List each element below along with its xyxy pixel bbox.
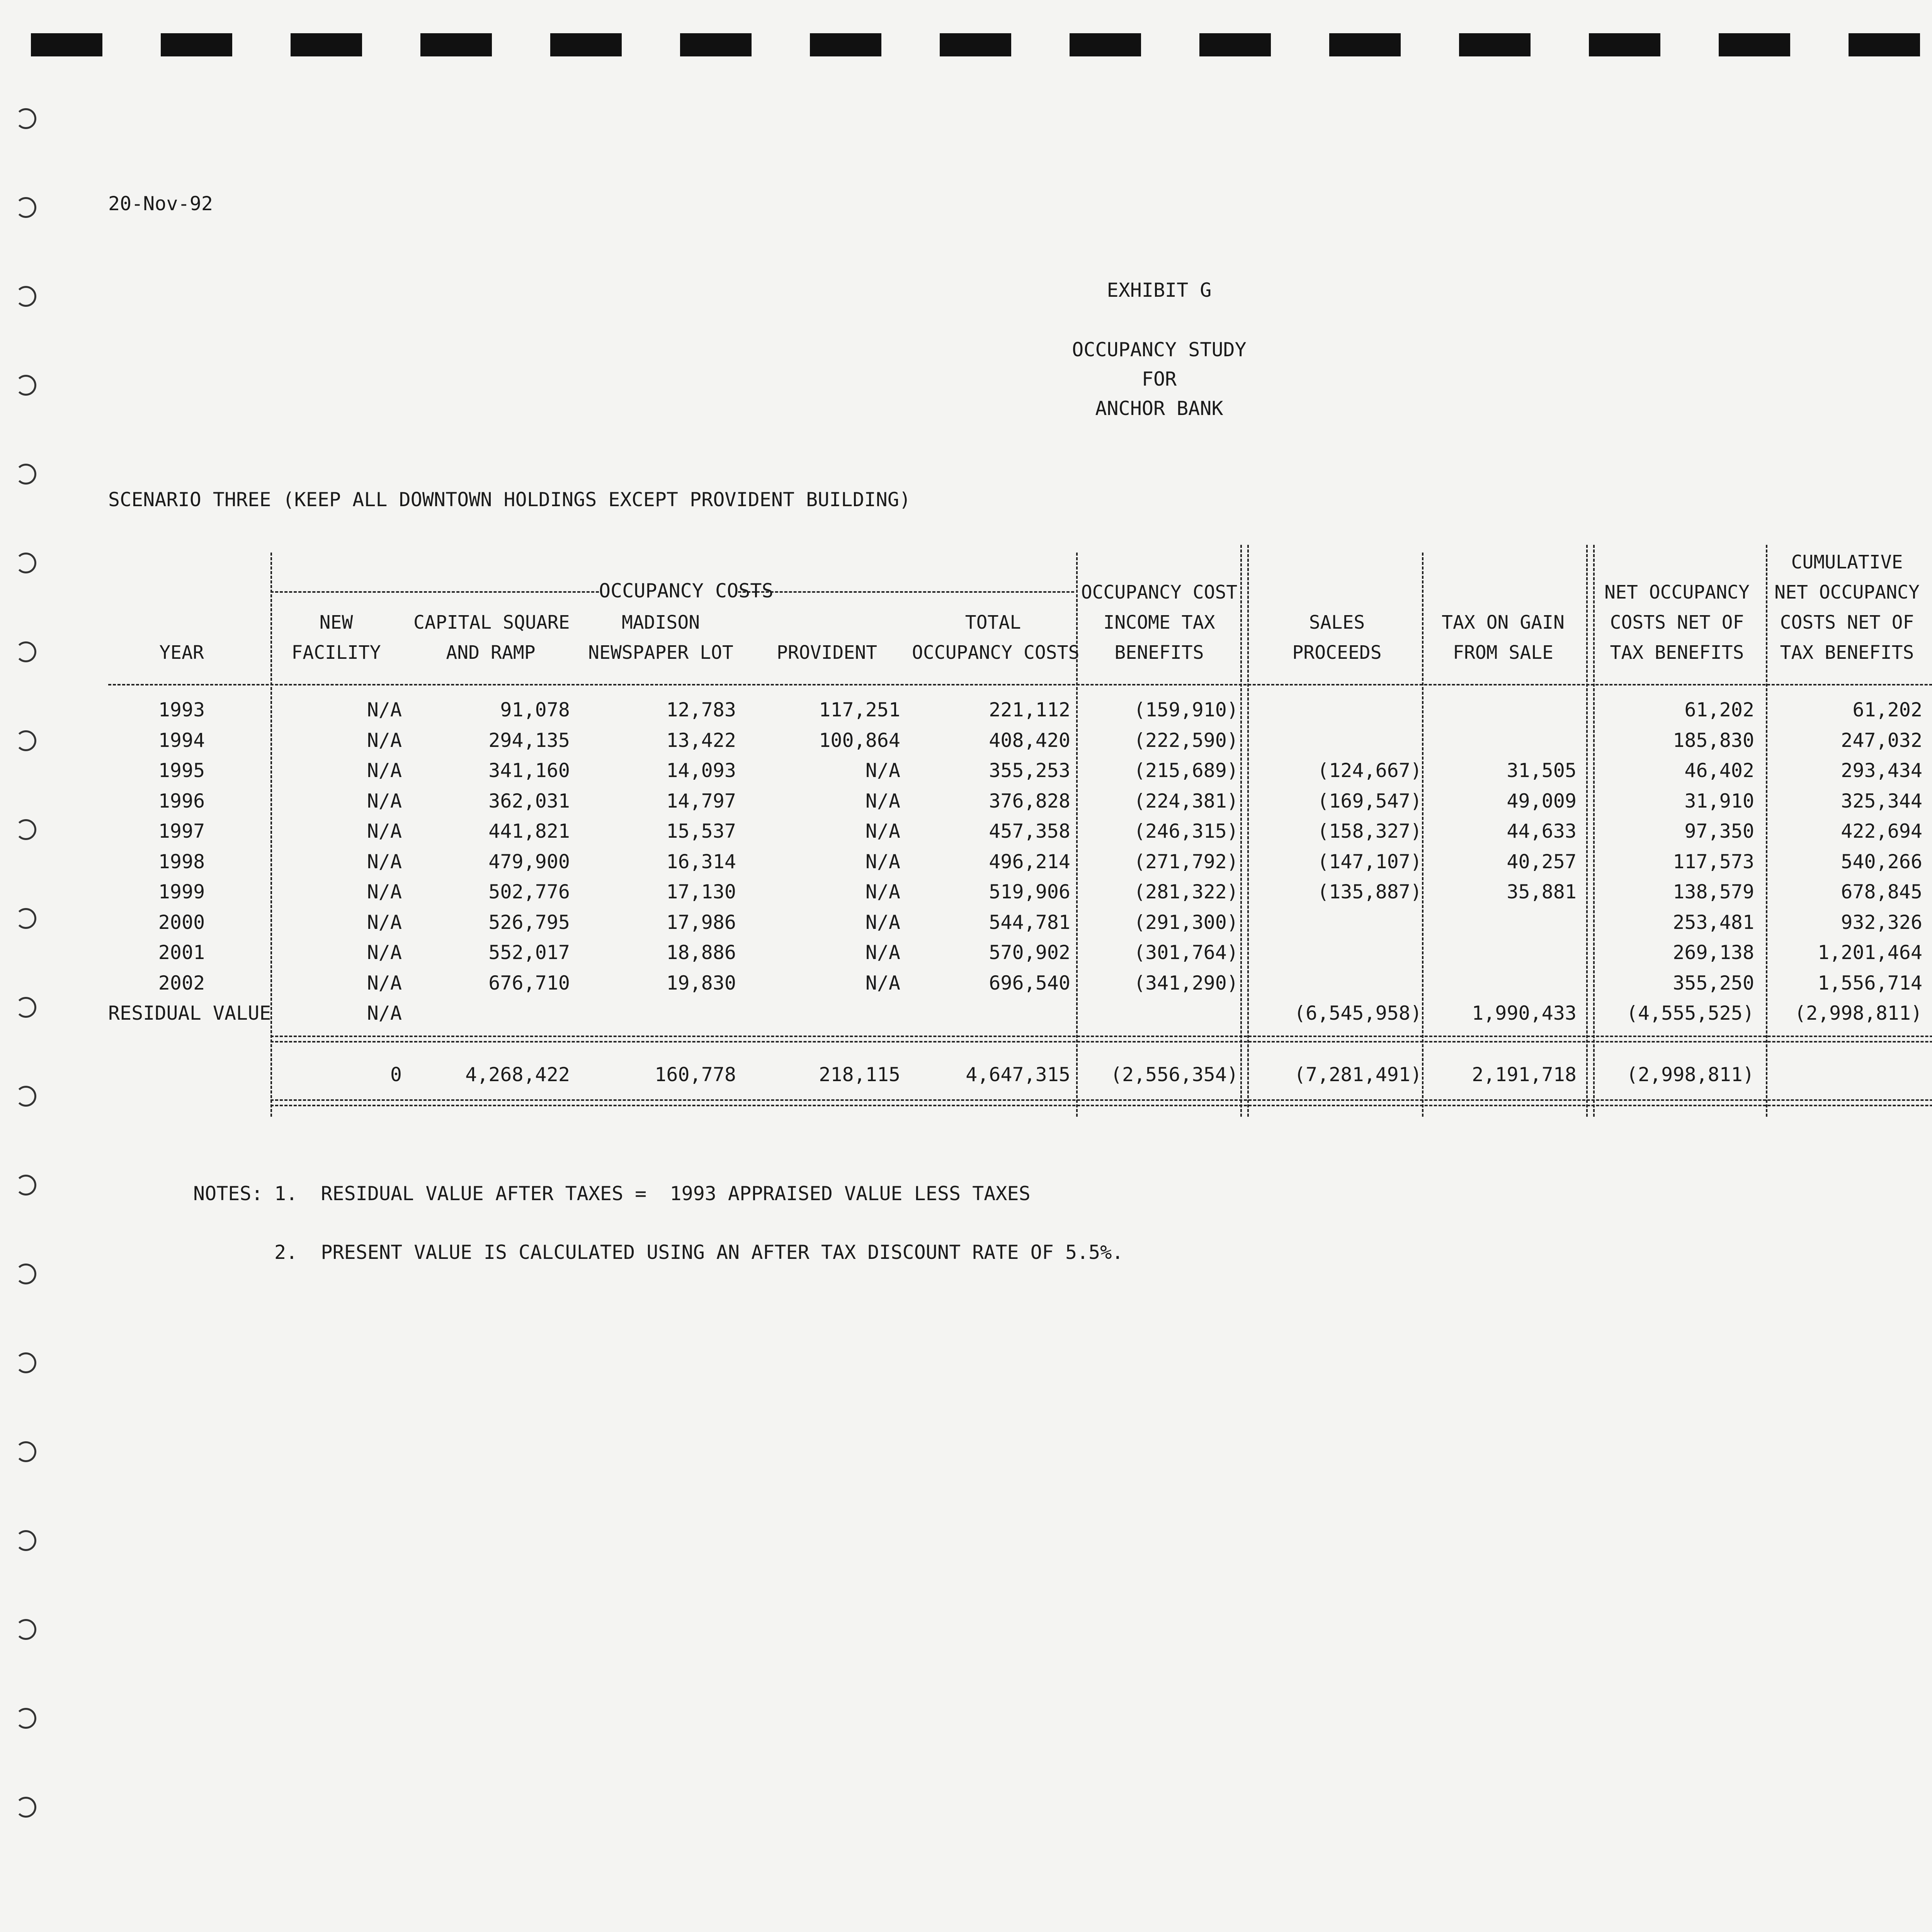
binder-ring-icon	[15, 464, 36, 485]
cell-year: RESIDUAL VALUE	[108, 1002, 271, 1024]
cell-sales: (169,547)	[1317, 789, 1422, 812]
header-net-occupancy: NET OCCUPANCY COSTS NET OF TAX BENEFITS	[1604, 582, 1750, 663]
cell-total: 355,253	[989, 759, 1070, 782]
binder-ring-icon	[15, 375, 36, 396]
cell-net-occupancy: 61,202	[1684, 699, 1754, 721]
cell-net-occupancy: 138,579	[1673, 881, 1754, 903]
cell-sales: (135,887)	[1317, 881, 1422, 903]
cell-tax-benefits: (281,322)	[1134, 881, 1238, 903]
cell-cumulative-net: 61,202	[1852, 699, 1922, 721]
scenario-caption: SCENARIO THREE (KEEP ALL DOWNTOWN HOLDINGS EXCEPT PROVIDENT BUILDING)	[108, 488, 911, 511]
subtotal-rule	[270, 1036, 1932, 1043]
cell-total: 376,828	[989, 789, 1070, 812]
cell-tax-on-gain: 44,633	[1507, 820, 1577, 842]
cell-sales: (6,545,958)	[1294, 1002, 1422, 1024]
cell-tax-on-gain: 1,990,433	[1472, 1002, 1577, 1024]
cell-net-occupancy: (4,555,525)	[1626, 1002, 1754, 1024]
perforation-hole	[1199, 33, 1271, 56]
cell-provident: N/A	[865, 911, 900, 934]
cell-cumulative-net: 325,344	[1841, 789, 1922, 812]
cell-provident: 117,251	[819, 699, 900, 721]
cell-madison: 17,130	[666, 881, 736, 903]
cell-total: 519,906	[989, 881, 1070, 903]
cell-capital-square: 91,078	[500, 699, 570, 721]
cell-provident: N/A	[865, 820, 900, 842]
cell-capital-square: 526,795	[488, 911, 570, 934]
cell-capital-square: 341,160	[488, 759, 570, 782]
cell-tax-benefits: (246,315)	[1134, 820, 1238, 842]
binder-ring-icon	[15, 1175, 36, 1196]
binder-ring-icon	[15, 553, 36, 573]
total-total: 4,647,315	[966, 1063, 1070, 1086]
total-provident: 218,115	[819, 1063, 900, 1086]
header-provident: PROVIDENT	[776, 642, 878, 663]
cell-cumulative-net: 1,201,464	[1818, 941, 1922, 964]
binder-ring-icon	[15, 286, 36, 307]
column-separator-double	[1586, 545, 1595, 1117]
perforation-hole	[940, 33, 1011, 56]
cell-net-occupancy: 253,481	[1673, 911, 1754, 934]
cell-net-occupancy: 31,910	[1684, 789, 1754, 812]
binder-ring-icon	[15, 730, 36, 751]
perforation-hole	[161, 33, 232, 56]
note-2: 2. PRESENT VALUE IS CALCULATED USING AN AFTER TAX DISCOUNT RATE OF 5.5%.	[274, 1241, 1124, 1264]
cell-cumulative-net: 293,434	[1841, 759, 1922, 782]
cell-tax-benefits: (224,381)	[1134, 789, 1238, 812]
binder-ring-icon	[15, 1086, 36, 1107]
cell-net-occupancy: 46,402	[1684, 759, 1754, 782]
perforation-hole	[1070, 33, 1141, 56]
cell-net-occupancy: 97,350	[1684, 820, 1754, 842]
cell-net-occupancy: 355,250	[1673, 971, 1754, 994]
column-separator	[1766, 545, 1767, 1117]
cell-new-facility: N/A	[367, 699, 402, 721]
cell-madison: 12,783	[666, 699, 736, 721]
cell-capital-square: 441,821	[488, 820, 570, 842]
cell-year: 2002	[158, 971, 205, 994]
notes-label: NOTES:	[193, 1182, 263, 1205]
total-tax-benefits: (2,556,354)	[1110, 1063, 1238, 1086]
cell-tax-benefits: (291,300)	[1134, 911, 1238, 934]
perforation-hole	[1459, 33, 1531, 56]
binder-ring-icon	[15, 1530, 36, 1551]
cell-madison: 14,797	[666, 789, 736, 812]
header-cumulative-net: CUMULATIVE NET OCCUPANCY COSTS NET OF TAX BENEFITS	[1774, 551, 1920, 663]
cell-sales: (158,327)	[1317, 820, 1422, 842]
cell-madison: 13,422	[666, 729, 736, 752]
cell-new-facility: N/A	[367, 1002, 402, 1024]
column-separator-double	[1240, 545, 1249, 1117]
total-madison: 160,778	[655, 1063, 736, 1086]
cell-net-occupancy: 269,138	[1673, 941, 1754, 964]
binder-ring-icon	[15, 908, 36, 929]
exhibit-label: EXHIBIT G	[1107, 279, 1212, 301]
binder-ring-icon	[15, 1441, 36, 1462]
cell-capital-square: 294,135	[488, 729, 570, 752]
cell-madison: 19,830	[666, 971, 736, 994]
header-new-facility: NEW FACILITY	[291, 612, 381, 663]
header-tax-benefits: OCCUPANCY COST INCOME TAX BENEFITS	[1081, 582, 1238, 663]
perforation-strip	[31, 33, 1932, 56]
binder-ring-icon	[15, 1708, 36, 1729]
cell-total: 221,112	[989, 699, 1070, 721]
cell-provident: N/A	[865, 881, 900, 903]
cell-year: 2001	[158, 941, 205, 964]
binder-ring-icon	[15, 1797, 36, 1818]
header-madison: MADISON NEWSPAPER LOT	[588, 612, 733, 663]
cell-tax-on-gain: 40,257	[1507, 850, 1577, 873]
note-1: 1. RESIDUAL VALUE AFTER TAXES = 1993 APPRAISED VALUE LESS TAXES	[274, 1182, 1031, 1205]
cell-tax-benefits: (271,792)	[1134, 850, 1238, 873]
binder-ring-icon	[15, 819, 36, 840]
cell-madison: 15,537	[666, 820, 736, 842]
cell-tax-benefits: (341,290)	[1134, 971, 1238, 994]
header-sales: SALES PROCEEDS	[1292, 612, 1382, 663]
cell-sales: (124,667)	[1317, 759, 1422, 782]
perforation-hole	[1849, 33, 1920, 56]
binder-ring-icon	[15, 1619, 36, 1640]
perforation-hole	[291, 33, 362, 56]
cell-tax-benefits: (301,764)	[1134, 941, 1238, 964]
cell-year: 2000	[158, 911, 205, 934]
binder-ring-icon	[15, 641, 36, 662]
header-rule	[108, 684, 1932, 685]
cell-provident: N/A	[865, 941, 900, 964]
cell-tax-on-gain: 31,505	[1507, 759, 1577, 782]
cell-new-facility: N/A	[367, 729, 402, 752]
header-total: TOTAL OCCUPANCY COSTS	[912, 612, 1080, 663]
cell-total: 544,781	[989, 911, 1070, 934]
cell-provident: N/A	[865, 759, 900, 782]
perforation-hole	[1589, 33, 1660, 56]
cell-year: 1994	[158, 729, 205, 752]
binder-ring-icon	[15, 197, 36, 218]
perforation-hole	[1329, 33, 1401, 56]
cell-new-facility: N/A	[367, 941, 402, 964]
perforation-hole	[680, 33, 752, 56]
cell-new-facility: N/A	[367, 789, 402, 812]
title-line-2: FOR	[1141, 368, 1177, 390]
perforation-hole	[31, 33, 102, 56]
report-date: 20-Nov-92	[108, 192, 213, 215]
group-rule-right	[738, 591, 1074, 593]
cell-madison: 17,986	[666, 911, 736, 934]
cell-new-facility: N/A	[367, 881, 402, 903]
column-separator	[270, 553, 272, 1117]
binder-ring-icon	[15, 1264, 36, 1284]
cell-madison: 18,886	[666, 941, 736, 964]
total-tax-on-gain: 2,191,718	[1472, 1063, 1577, 1086]
cell-cumulative-net: 422,694	[1841, 820, 1922, 842]
binder-ring-icon	[15, 1352, 36, 1373]
cell-year: 1997	[158, 820, 205, 842]
cell-capital-square: 676,710	[488, 971, 570, 994]
cell-total: 496,214	[989, 850, 1070, 873]
cell-year: 1995	[158, 759, 205, 782]
cell-madison: 16,314	[666, 850, 736, 873]
cell-net-occupancy: 185,830	[1673, 729, 1754, 752]
cell-new-facility: N/A	[367, 971, 402, 994]
perforation-hole	[550, 33, 622, 56]
cell-new-facility: N/A	[367, 759, 402, 782]
total-net-occupancy: (2,998,811)	[1626, 1063, 1754, 1086]
cell-tax-on-gain: 49,009	[1507, 789, 1577, 812]
cell-capital-square: 502,776	[488, 881, 570, 903]
header-year: YEAR	[159, 642, 204, 663]
total-capital-square: 4,268,422	[465, 1063, 570, 1086]
cell-total: 696,540	[989, 971, 1070, 994]
perforation-hole	[420, 33, 492, 56]
perforation-hole	[1719, 33, 1790, 56]
cell-cumulative-net: 1,556,714	[1818, 971, 1922, 994]
cell-provident: 100,864	[819, 729, 900, 752]
cell-tax-on-gain: 35,881	[1507, 881, 1577, 903]
cell-year: 1998	[158, 850, 205, 873]
cell-year: 1993	[158, 699, 205, 721]
cell-capital-square: 362,031	[488, 789, 570, 812]
cell-madison: 14,093	[666, 759, 736, 782]
cell-total: 570,902	[989, 941, 1070, 964]
group-rule-left	[270, 591, 599, 593]
total-sales: (7,281,491)	[1294, 1063, 1422, 1086]
binder-ring-icon	[15, 108, 36, 129]
cell-year: 1996	[158, 789, 205, 812]
cell-provident: N/A	[865, 971, 900, 994]
column-separator	[1076, 553, 1078, 1117]
cell-cumulative-net: (2,998,811)	[1794, 1002, 1922, 1024]
cell-tax-benefits: (159,910)	[1134, 699, 1238, 721]
cell-provident: N/A	[865, 789, 900, 812]
total-new-facility: 0	[390, 1063, 402, 1086]
cell-capital-square: 479,900	[488, 850, 570, 873]
cell-year: 1999	[158, 881, 205, 903]
cell-total: 457,358	[989, 820, 1070, 842]
title-line-3: ANCHOR BANK	[1095, 397, 1223, 420]
perforation-hole	[810, 33, 881, 56]
cell-tax-benefits: (222,590)	[1134, 729, 1238, 752]
cell-cumulative-net: 540,266	[1841, 850, 1922, 873]
cell-new-facility: N/A	[367, 911, 402, 934]
column-separator	[1422, 553, 1423, 1117]
binder-rings	[12, 108, 43, 1886]
cell-capital-square: 552,017	[488, 941, 570, 964]
cell-cumulative-net: 678,845	[1841, 881, 1922, 903]
cell-new-facility: N/A	[367, 820, 402, 842]
group-header: OCCUPANCY COSTS	[599, 580, 774, 602]
cell-cumulative-net: 932,326	[1841, 911, 1922, 934]
cell-provident: N/A	[865, 850, 900, 873]
cell-total: 408,420	[989, 729, 1070, 752]
cell-sales: (147,107)	[1317, 850, 1422, 873]
header-capital-square: CAPITAL SQUARE AND RAMP	[413, 612, 570, 663]
title-line-1: OCCUPANCY STUDY	[1072, 338, 1247, 361]
cell-new-facility: N/A	[367, 850, 402, 873]
cell-tax-benefits: (215,689)	[1134, 759, 1238, 782]
header-tax-on-gain: TAX ON GAIN FROM SALE	[1442, 612, 1565, 663]
total-rule	[270, 1099, 1932, 1106]
cell-cumulative-net: 247,032	[1841, 729, 1922, 752]
cell-net-occupancy: 117,573	[1673, 850, 1754, 873]
binder-ring-icon	[15, 997, 36, 1018]
